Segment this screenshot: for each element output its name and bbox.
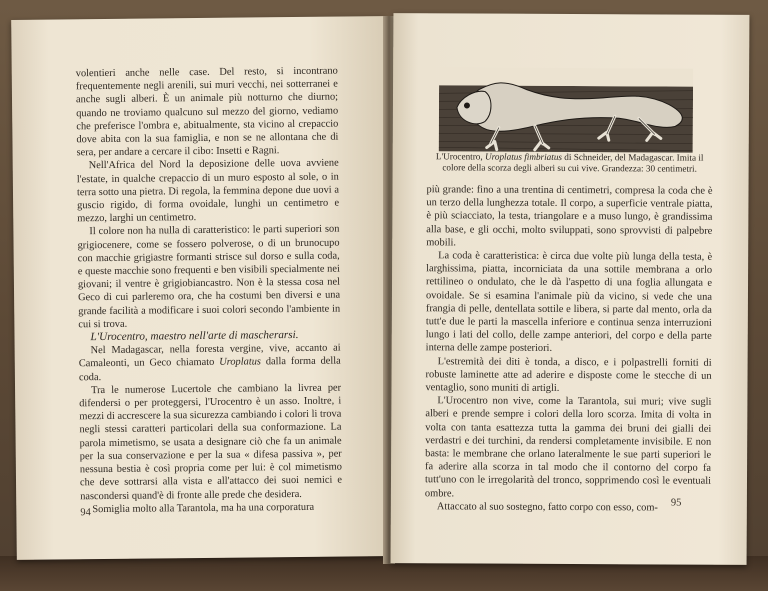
page-number: 94 bbox=[80, 507, 91, 519]
paragraph: Tra le numerose Lucertole che cambiano la livrea per difendersi o per proteggersi, l'Urocentro è un asso. Inoltre, i mezzi di accrescere la sua sicurezza cambiando i colori li trova negli stessi caratteri particolari della sua conformazione. La parola mimetismo, se usata a designare ciò che fa un animale per la sua conservazione e per la sua « difesa passiva », per nessuna bestia è così propria come per lui: è col mimetismo che deve sottrarsi alla vista e all'attacco dei suoi nemici e nascondersi quand'è di fronte alle prede che desidera. bbox=[79, 382, 343, 502]
right-page-text bbox=[425, 183, 713, 515]
paragraph: L'Urocentro non vive, come la Tarantola, sui muri; vive sugli alberi e prende sempre i colori della loro scorza. Imita di volta in volta con tanta esattezza tutta la gamma dei bruni dei gialli dei verdastri e dei turchini, da rendersi completamente invisibile. E non basta: le membrane che orlano lateralmente le sue parti superiori le fa aderire alla scorza in tal modo che il contorno del corpo fa tutt'uno con le irregolarità del tronco, sopprimendo così le eventuali ombre. bbox=[424, 395, 712, 500]
paragraph: Il colore non ha nulla di caratteristico: le parti superiori son grigiocenere, come se fossero polverose, o di un brunocupo con macchie grigiastre formanti strisce sul dorso e sulla coda, e queste macchie sono frequenti e ben visibili specialmente nei giovani; il ventre è grigiobiancastro. Non è la stessa cosa nel Geco di cui parleremo ora, che ha costumi ben diversi e una grande facilità a modificare i suoi colori secondo l'ambiente in cui si trova. bbox=[77, 223, 341, 331]
paragraph: volentieri anche nelle case. Del resto, si incontrano frequentemente negli arenili, sui muri vecchi, nei sotterranei e anche sugli alberi. È un animale più notturno che diurno; quando ne troviamo qualcuno sul mezzo del giorno, vediamo che preferisce l'ombra e, abitualmente, sta vicino al crepaccio dove abita con la sua famiglia, e non se ne allontana che di sera, per andare a cercare il cibo: Insetti e Ragni. bbox=[75, 65, 339, 159]
page-number: 95 bbox=[670, 497, 682, 509]
section-title: L'Urocentro, maestro nell'arte di mascherarsi. bbox=[90, 329, 299, 344]
paragraph-intro bbox=[79, 342, 341, 384]
paragraph: L'estremità dei diti è tonda, a disco, e i polpastrelli forniti di robuste laminette atte ad aderire e disposte come le stecche di un ventaglio, sono muniti di artigli. bbox=[425, 355, 712, 394]
paragraph: più grande: fino a una trentina di centimetri, compresa la coda che è un terzo della lunghezza totale. Il corpo, a superficie ventrale piatta, è più sciacciato, la testa, triangolare e a muso lungo, è grandissima alla base, e gli occhi, molto sviluppati, sono sprovvisti di palpebre mobili. bbox=[426, 184, 713, 249]
gecko-illustration-icon bbox=[439, 67, 693, 156]
left-page bbox=[11, 16, 389, 560]
paragraph: Nell'Africa del Nord la deposizione delle uova avviene l'estate, in qualche crepaccio di un muro esposto al sole, o in terra sotto una pietra. Di regola, la femmina depone due uovi a guscio rigido, di forma ovoidale, lunghi un centimetro e mezzo, larghi un centimetro. bbox=[76, 157, 340, 225]
right-page bbox=[391, 13, 750, 565]
left-page-text bbox=[76, 65, 343, 517]
paragraph: Attaccato al suo sostegno, fatto corpo con esso, com- bbox=[436, 501, 658, 514]
caption-species: Uroplatus fimbriatus bbox=[484, 151, 563, 162]
illustration-caption bbox=[427, 151, 713, 174]
paragraph: La coda è caratteristica: è circa due volte più lunga della testa, è larghissima, piatta, incorniciata da una sottile membrana a orlo rettilineo o ondulato, che le dà l'aspetto di una foglia allungata e ovoidale. Se si esamina l'animale più da vicino, si vede che una frangia di pelle, dentellata sottile e libera, si parte dal mento, orla da tutt'e due le parti la mascella inferiore e continua senza interruzioni lungo i lati del collo, delle zampe anteriori, del corpo e della parte interna delle zampe posteriori. bbox=[425, 250, 713, 355]
paragraph: Somiglia molto alla Tarantola, ma ha una corporatura bbox=[92, 501, 315, 515]
intro-text-end: dalla forma della coda. bbox=[78, 355, 341, 383]
caption-text: L'Urocentro, bbox=[435, 151, 486, 162]
species-name: Uroplatus bbox=[219, 356, 261, 369]
intro-text: Nel Madagascar, nella foresta vergine, vive, accanto ai Camaleonti, un Geco chiamato bbox=[78, 342, 341, 370]
caption-text-end: di Schneider, del Madagascar. Imita il colore della scorza degli alberi su cui vive. Grandezza: 30 centimetri. bbox=[442, 151, 704, 174]
